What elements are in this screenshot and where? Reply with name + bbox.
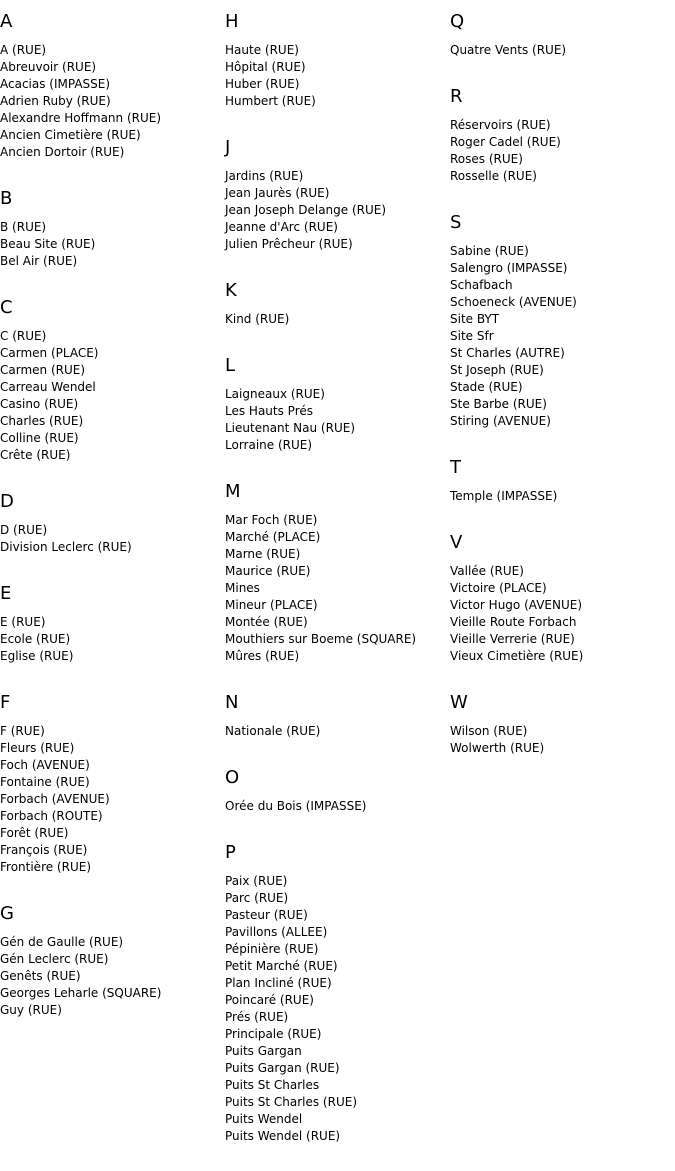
street-link[interactable]: Carreau Wendel [0,380,96,394]
street-column-2 [225,10,450,1171]
street-link[interactable]: Casino (RUE) [0,397,79,411]
letter-heading: K [225,280,237,301]
street-item [0,522,225,539]
street-link[interactable]: C (RUE) [0,329,47,343]
street-link[interactable]: Foch (AVENUE) [0,758,90,772]
letter-group-a [0,10,225,161]
street-item [225,42,450,59]
street-item [0,362,225,379]
street-link[interactable]: Gén Leclerc (RUE) [0,952,109,966]
street-item [0,328,225,345]
street-link[interactable]: Laigneaux (RUE) [225,387,325,401]
street-link[interactable]: Quatre Vents (RUE) [450,43,567,57]
letter-heading: V [450,532,463,553]
letter-heading: J [225,137,231,158]
street-item [450,362,675,379]
street-link[interactable]: Salengro (IMPASSE) [450,261,568,275]
street-item [450,260,675,277]
letter-group-v [450,531,675,665]
street-link[interactable]: Alexandre Hoffmann (RUE) [0,111,162,125]
street-link[interactable]: Jean Joseph Delange (RUE) [225,203,387,217]
street-link[interactable]: Charles (RUE) [0,414,84,428]
street-list [225,311,450,328]
street-item [225,93,450,110]
letter-heading: O [225,767,240,788]
street-item [450,294,675,311]
street-list [225,798,450,815]
street-item [225,597,450,614]
street-item [225,924,450,941]
street-list [0,219,225,270]
street-item [450,151,675,168]
street-item [450,243,675,260]
street-list [450,723,675,757]
street-link[interactable]: Mûres (RUE) [225,649,300,663]
street-item [450,345,675,362]
letter-group-h [225,10,450,110]
street-list [0,614,225,665]
street-item [225,631,450,648]
street-item [225,975,450,992]
street-item [0,631,225,648]
street-link[interactable]: Les Hauts Prés [225,404,314,418]
street-item [0,144,225,161]
street-item [450,648,675,665]
street-item [225,1043,450,1060]
street-link[interactable]: Puits Wendel [225,1112,303,1126]
street-link[interactable]: St Joseph (RUE) [450,363,544,377]
street-item [0,447,225,464]
letter-group-l [225,354,450,454]
street-link[interactable]: Marne (RUE) [225,547,301,561]
street-link[interactable]: Stiring (AVENUE) [450,414,551,428]
letter-heading: M [225,481,241,502]
street-link[interactable]: Jeanne d'Arc (RUE) [225,220,338,234]
street-item [225,958,450,975]
letter-heading: L [225,355,236,376]
street-item [450,311,675,328]
street-link[interactable]: Plan Incliné (RUE) [225,976,332,990]
street-item [0,648,225,665]
street-item [450,277,675,294]
street-link[interactable]: E (RUE) [0,615,46,629]
street-item [450,168,675,185]
street-link[interactable]: Jardins (RUE) [225,169,304,183]
street-list [450,243,675,430]
street-item [450,379,675,396]
street-item [0,774,225,791]
street-link[interactable]: Wilson (RUE) [450,724,528,738]
street-item [225,563,450,580]
street-link[interactable]: Montée (RUE) [225,615,308,629]
letter-group-w [450,691,675,757]
street-link[interactable]: Beau Site (RUE) [0,237,96,251]
street-link[interactable]: Roger Cadel (RUE) [450,135,561,149]
street-link[interactable]: Julien Prêcheur (RUE) [225,237,353,251]
street-item [225,403,450,420]
street-item [450,413,675,430]
street-item [450,614,675,631]
letter-group-p [225,841,450,1145]
street-item [0,1002,225,1019]
letter-heading: S [450,212,462,233]
street-link[interactable]: Guy (RUE) [0,1003,62,1017]
letter-group-c [0,296,225,464]
street-item [450,580,675,597]
street-link[interactable]: Principale (RUE) [225,1027,322,1041]
street-link[interactable]: Vallée (RUE) [450,564,524,578]
letter-group-e [0,582,225,665]
street-item [225,219,450,236]
letter-heading: F [0,692,11,713]
street-link[interactable]: Puits St Charles [225,1078,320,1092]
street-item [0,791,225,808]
street-item [225,311,450,328]
street-item [225,1077,450,1094]
street-item [0,539,225,556]
street-link[interactable]: Humbert (RUE) [225,94,316,108]
street-item [225,420,450,437]
street-item [0,59,225,76]
street-item [225,614,450,631]
street-item [225,873,450,890]
street-item [0,757,225,774]
street-item [450,396,675,413]
letter-group-q [450,10,675,59]
street-link[interactable]: Vieille Verrerie (RUE) [450,632,575,646]
street-link[interactable]: Ecole (RUE) [0,632,71,646]
street-item [225,890,450,907]
street-link[interactable]: Ancien Cimetière (RUE) [0,128,141,142]
letter-group-t [450,456,675,505]
street-link[interactable]: Hôpital (RUE) [225,60,306,74]
letter-heading: E [0,583,12,604]
street-item [0,808,225,825]
street-link[interactable]: Temple (IMPASSE) [450,489,558,503]
street-link[interactable]: Poincaré (RUE) [225,993,314,1007]
street-link[interactable]: Georges Leharle (SQUARE) [0,986,162,1000]
street-link[interactable]: Abreuvoir (RUE) [0,60,97,74]
street-item [0,42,225,59]
letter-group-s [450,211,675,430]
street-item [450,597,675,614]
street-item [225,168,450,185]
street-item [450,631,675,648]
street-link[interactable]: Paix (RUE) [225,874,288,888]
street-link[interactable]: Division Leclerc (RUE) [0,540,132,554]
street-item [0,430,225,447]
letter-group-r [450,85,675,185]
street-link[interactable]: A (RUE) [0,43,47,57]
street-link[interactable]: Fleurs (RUE) [0,741,75,755]
street-link[interactable]: Crête (RUE) [0,448,71,462]
street-link[interactable]: Bel Air (RUE) [0,254,78,268]
street-list [0,522,225,556]
street-item [450,740,675,757]
street-link[interactable]: Forêt (RUE) [0,826,69,840]
letter-heading: Q [450,11,465,32]
street-column-1 [0,10,225,1045]
street-link[interactable]: Site Sfr [450,329,494,343]
street-link[interactable]: Sabine (RUE) [450,244,529,258]
letter-heading: T [450,457,461,478]
street-link[interactable]: Réservoirs (RUE) [450,118,551,132]
street-link[interactable]: Carmen (RUE) [0,363,86,377]
street-item [0,110,225,127]
street-item [225,437,450,454]
street-link[interactable]: Schafbach [450,278,513,292]
street-item [225,529,450,546]
street-item [225,59,450,76]
street-link[interactable]: Marché (PLACE) [225,530,321,544]
letter-group-b [0,187,225,270]
street-link[interactable]: Victoire (PLACE) [450,581,547,595]
street-link[interactable]: Roses (RUE) [450,152,523,166]
street-link[interactable]: Rosselle (RUE) [450,169,537,183]
letter-group-m [225,480,450,665]
street-item [0,219,225,236]
street-link[interactable]: Colline (RUE) [0,431,79,445]
street-link[interactable]: Victor Hugo (AVENUE) [450,598,583,612]
street-link[interactable]: Huber (RUE) [225,77,300,91]
street-link[interactable]: Petit Marché (RUE) [225,959,338,973]
street-item [225,1111,450,1128]
street-link[interactable]: Haute (RUE) [225,43,299,57]
letter-group-d [0,490,225,556]
street-link[interactable]: Schoeneck (AVENUE) [450,295,577,309]
street-link[interactable]: Jean Jaurès (RUE) [225,186,330,200]
street-link[interactable]: St Charles (AUTRE) [450,346,565,360]
street-link[interactable]: Frontière (RUE) [0,860,92,874]
street-list [225,873,450,1145]
street-item [225,236,450,253]
street-item [0,842,225,859]
street-link[interactable]: Puits St Charles (RUE) [225,1095,357,1109]
street-list [0,42,225,161]
letter-heading: H [225,11,239,32]
street-item [225,76,450,93]
street-item [0,825,225,842]
street-list [225,168,450,253]
street-list [225,512,450,665]
street-link[interactable]: Acacias (IMPASSE) [0,77,111,91]
street-item [225,648,450,665]
street-item [450,328,675,345]
street-item [225,992,450,1009]
street-item [0,236,225,253]
street-link[interactable]: D (RUE) [0,523,48,537]
street-list [450,42,675,59]
street-list [0,328,225,464]
letter-heading: N [225,692,239,713]
street-link[interactable]: Puits Wendel (RUE) [225,1129,341,1143]
letter-group-n [225,691,450,740]
street-item [0,723,225,740]
street-link[interactable]: Stade (RUE) [450,380,523,394]
street-item [225,512,450,529]
street-link[interactable]: Ancien Dortoir (RUE) [0,145,125,159]
street-list [450,488,675,505]
street-link[interactable]: Genêts (RUE) [0,969,81,983]
street-link[interactable]: Pavillons (ALLEE) [225,925,328,939]
street-link[interactable]: Parc (RUE) [225,891,289,905]
street-link[interactable]: Lorraine (RUE) [225,438,313,452]
street-item [225,580,450,597]
street-item [0,127,225,144]
street-link[interactable]: Gén de Gaulle (RUE) [0,935,124,949]
street-item [0,396,225,413]
street-link[interactable]: Mouthiers sur Boeme (SQUARE) [225,632,417,646]
street-item [225,386,450,403]
street-item [225,1009,450,1026]
street-link[interactable]: Ste Barbe (RUE) [450,397,547,411]
street-item [0,76,225,93]
street-item [0,968,225,985]
letter-heading: C [0,297,13,318]
street-item [225,202,450,219]
letter-heading: W [450,692,468,713]
street-item [0,413,225,430]
letter-heading: A [0,11,13,32]
letter-heading: D [0,491,14,512]
street-item [450,723,675,740]
street-item [225,907,450,924]
street-item [225,723,450,740]
street-item [0,951,225,968]
letter-heading: P [225,842,236,863]
street-link[interactable]: Forbach (ROUTE) [0,809,103,823]
street-item [225,941,450,958]
letter-group-j [225,136,450,253]
street-link[interactable]: Kind (RUE) [225,312,290,326]
street-link[interactable]: Mar Foch (RUE) [225,513,318,527]
street-link[interactable]: Vieux Cimetière (RUE) [450,649,584,663]
street-link[interactable]: Pépinière (RUE) [225,942,319,956]
letter-group-f [0,691,225,876]
street-item [0,740,225,757]
street-link[interactable]: Site BYT [450,312,500,326]
street-item [225,798,450,815]
street-item [225,1094,450,1111]
street-item [450,563,675,580]
street-list [225,723,450,740]
street-item [0,614,225,631]
street-link[interactable]: Pasteur (RUE) [225,908,308,922]
street-item [450,117,675,134]
letter-heading: G [0,903,14,924]
street-list [0,934,225,1019]
street-link[interactable]: Eglise (RUE) [0,649,74,663]
street-link[interactable]: Forbach (AVENUE) [0,792,110,806]
street-list [450,117,675,185]
letter-group-g [0,902,225,1019]
street-link[interactable]: B (RUE) [0,220,47,234]
street-list [225,386,450,454]
street-item [225,1128,450,1145]
street-item [225,546,450,563]
street-item [0,934,225,951]
street-item [0,859,225,876]
street-item [450,42,675,59]
street-item [225,1026,450,1043]
street-link[interactable]: Prés (RUE) [225,1010,289,1024]
street-item [0,345,225,362]
street-item [0,379,225,396]
street-column-3 [450,10,675,783]
street-item [0,93,225,110]
street-item [225,1060,450,1077]
street-link[interactable]: Mineur (PLACE) [225,598,318,612]
street-list [0,723,225,876]
street-link[interactable]: Puits Gargan (RUE) [225,1061,340,1075]
street-link[interactable]: Vieille Route Forbach [450,615,577,629]
letter-heading: B [0,188,13,209]
letter-group-k [225,279,450,328]
street-link[interactable]: Adrien Ruby (RUE) [0,94,111,108]
street-link[interactable]: Puits Gargan [225,1044,302,1058]
street-link[interactable]: Wolwerth (RUE) [450,741,545,755]
street-link[interactable]: Maurice (RUE) [225,564,311,578]
street-link[interactable]: Fontaine (RUE) [0,775,90,789]
street-item [0,985,225,1002]
street-link[interactable]: Orée du Bois (IMPASSE) [225,799,367,813]
street-item [225,185,450,202]
street-link[interactable]: Mines [225,581,260,595]
street-link[interactable]: Carmen (PLACE) [0,346,99,360]
street-link[interactable]: F (RUE) [0,724,45,738]
street-link[interactable]: François (RUE) [0,843,88,857]
street-item [450,488,675,505]
letter-group-o [225,766,450,815]
street-link[interactable]: Lieutenant Nau (RUE) [225,421,355,435]
letter-heading: R [450,86,463,107]
street-item [450,134,675,151]
street-link[interactable]: Nationale (RUE) [225,724,321,738]
street-list [225,42,450,110]
street-list [450,563,675,665]
street-item [0,253,225,270]
